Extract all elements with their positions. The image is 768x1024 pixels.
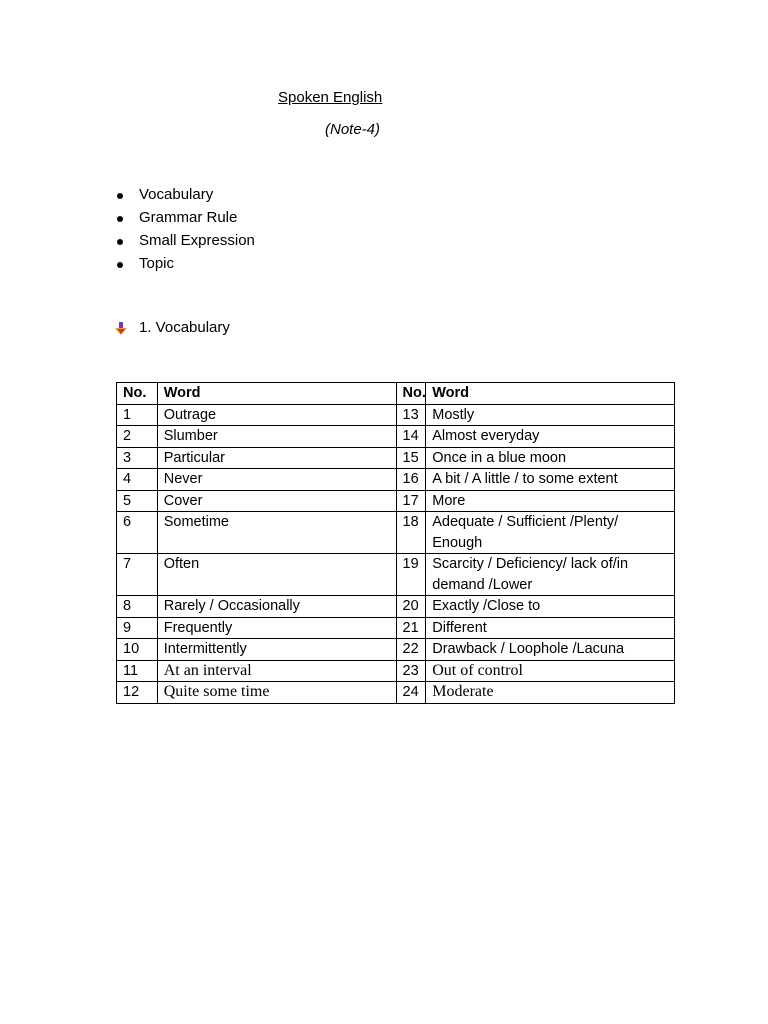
cell-no: 18 [396,512,426,554]
cell-no: 3 [117,447,158,469]
table-row [117,596,675,618]
cell-word: Moderate [426,682,675,704]
cell-no: 10 [117,639,158,661]
table-row [117,469,675,491]
table-row [117,426,675,448]
bullet-icon [117,193,123,199]
table-row [117,639,675,661]
table-row [117,490,675,512]
cell-no: 16 [396,469,426,491]
cell-no: 2 [117,426,158,448]
cell-no: 9 [117,617,158,639]
cell-no: 19 [396,554,426,596]
cell-word: Intermittently [157,639,396,661]
cell-word: Quite some time [157,682,396,704]
cell-no: 7 [117,554,158,596]
cell-no: 5 [117,490,158,512]
table-row [117,617,675,639]
cell-no: 20 [396,596,426,618]
cell-word: Adequate / Sufficient /Plenty/ Enough [426,512,675,554]
table-row [117,447,675,469]
cell-no: 23 [396,660,426,682]
cell-no: 15 [396,447,426,469]
bullet-icon [117,216,123,222]
cell-no: 4 [117,469,158,491]
cell-word: More [426,490,675,512]
cell-no: 21 [396,617,426,639]
cell-word: Rarely / Occasionally [157,596,396,618]
vocabulary-table [116,382,675,704]
header-word-right: Word [426,383,675,405]
section-heading [115,319,230,336]
list-item [115,254,255,277]
page-subtitle: (Note-4) [325,121,381,138]
bullet-icon [117,262,123,268]
header-word-left: Word [157,383,396,405]
table-row [117,554,675,596]
cell-word: Never [157,469,396,491]
table-row [117,512,675,554]
cell-no: 8 [117,596,158,618]
cell-no: 11 [117,660,158,682]
list-item-label: Topic [139,255,175,272]
cell-word: Cover [157,490,396,512]
cell-word: Slumber [157,426,396,448]
arrow-down-icon [115,322,127,336]
list-item-label: Vocabulary [139,186,214,203]
cell-no: 24 [396,682,426,704]
cell-no: 1 [117,404,158,426]
cell-word: A bit / A little / to some extent [426,469,675,491]
cell-word: Often [157,554,396,596]
table-row [117,404,675,426]
cell-word: Frequently [157,617,396,639]
list-item-label: Grammar Rule [139,209,238,226]
cell-word: Exactly /Close to [426,596,675,618]
list-item [115,231,255,254]
cell-no: 14 [396,426,426,448]
table-row [117,660,675,682]
header-no-left: No. [117,383,158,405]
cell-word: At an interval [157,660,396,682]
cell-word: Mostly [426,404,675,426]
list-item-label: Small Expression [139,232,255,249]
cell-no: 17 [396,490,426,512]
list-item [115,208,255,231]
page-title: Spoken English [278,89,383,106]
cell-word: Out of control [426,660,675,682]
cell-word: Drawback / Loophole /Lacuna [426,639,675,661]
cell-no: 12 [117,682,158,704]
cell-no: 13 [396,404,426,426]
topic-list [115,185,255,277]
cell-word: Different [426,617,675,639]
cell-no: 6 [117,512,158,554]
cell-word: Particular [157,447,396,469]
section-heading-label: 1. Vocabulary [139,319,230,336]
cell-word: Sometime [157,512,396,554]
bullet-icon [117,239,123,245]
table-header-row [117,383,675,405]
list-item [115,185,255,208]
cell-word: Outrage [157,404,396,426]
cell-word: Almost everyday [426,426,675,448]
table-row [117,682,675,704]
cell-word: Scarcity / Deficiency/ lack of/in demand /Lower [426,554,675,596]
cell-no: 22 [396,639,426,661]
header-no-right: No. [396,383,426,405]
cell-word: Once in a blue moon [426,447,675,469]
